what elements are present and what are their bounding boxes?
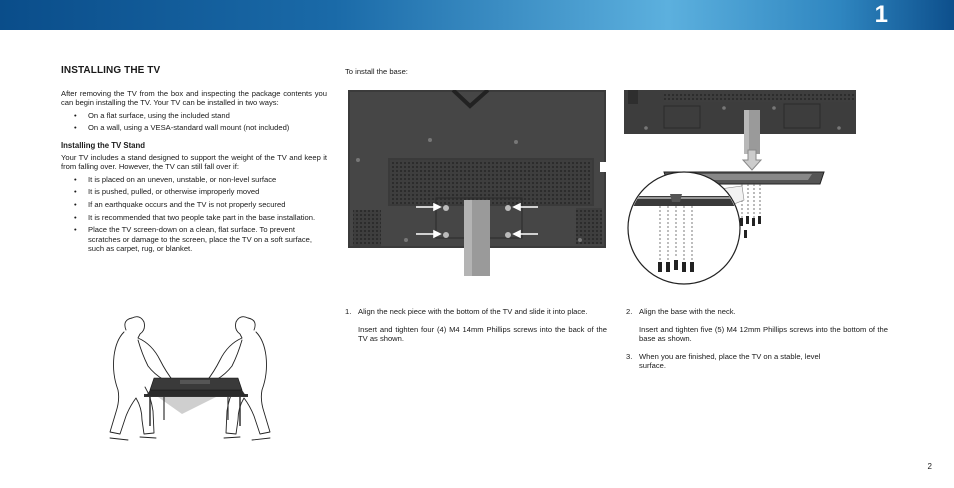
list-item: • It is placed on an uneven, unstable, or non-level surface	[61, 175, 327, 185]
list-item: • On a flat surface, using the included stand	[61, 111, 327, 121]
stand-paragraph: Your TV includes a stand designed to support the weight of the TV and keep it from falling over. However, the TV can still fall over if:	[61, 152, 327, 172]
step-text: Insert and tighten four (4) M4 14mm Phillips screws into the back of the TV as shown.	[358, 324, 607, 344]
step-text: Align the neck piece with the bottom of the TV and slide it into place.	[358, 307, 588, 316]
list-item: • It is pushed, pulled, or otherwise improperly moved	[61, 187, 327, 197]
install-step-3	[626, 352, 888, 371]
section-title: INSTALLING THE TV	[61, 65, 161, 76]
step-number: 2.	[626, 307, 633, 316]
install-intro: To install the base:	[345, 67, 408, 76]
step-number: 3.	[626, 351, 633, 361]
stand-subtitle: Installing the TV Stand	[61, 140, 146, 150]
installing-section	[61, 66, 327, 257]
list-item: • On a wall, using a VESA-standard wall mount (not included)	[61, 123, 327, 133]
list-item: • It is recommended that two people take part in the base installation.	[61, 213, 327, 223]
step-text: When you are finished, place the TV on a stable, level surface.	[639, 351, 821, 371]
install-steps-left	[345, 67, 607, 77]
chapter-number: 1	[874, 1, 888, 28]
list-item: • If an earthquake occurs and the TV is not properly secured	[61, 200, 327, 210]
step-number: 1.	[345, 307, 352, 316]
step-text: Align the base with the neck.	[639, 307, 736, 316]
install-steps-left-list	[345, 307, 607, 352]
page-number: 2	[927, 462, 932, 471]
header-banner	[0, 0, 954, 30]
stand-warning-list	[61, 175, 327, 254]
list-item: • Place the TV screen-down on a clean, flat surface. To prevent scratches or damage to the screen, place the TV on a soft surface, such as carpet, rug, or blanket.	[61, 225, 327, 254]
install-ways-list	[61, 111, 327, 133]
two-people-illustration	[100, 310, 290, 450]
step-text: Insert and tighten five (5) M4 12mm Phillips screws into the bottom of the base as shown.	[639, 324, 888, 344]
tv-back-neck-illustration	[348, 90, 606, 276]
intro-paragraph: After removing the TV from the box and inspecting the package contents you can begin installing the TV. Your TV can be installed in two ways:	[61, 88, 327, 108]
install-steps-right	[626, 307, 888, 379]
install-step-1	[345, 307, 607, 344]
install-step-2	[626, 307, 888, 344]
tv-base-assembly-illustration	[624, 90, 856, 288]
